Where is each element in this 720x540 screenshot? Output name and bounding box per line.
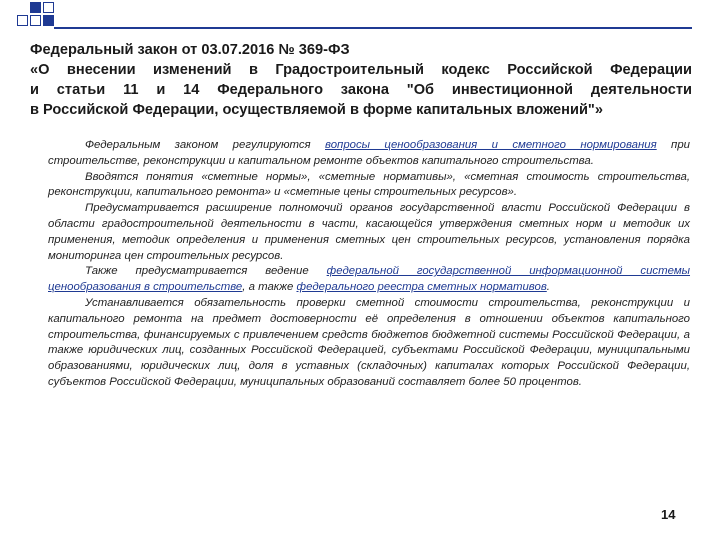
- link-info-system[interactable]: федеральной государственной информационной системы ценообразования в строительстве: [48, 265, 691, 294]
- paragraph-4: [48, 264, 690, 296]
- link-pricing-questions[interactable]: вопросы ценообразования и сметного нормирования: [325, 139, 657, 151]
- p4-text-mid: , а также: [242, 281, 297, 294]
- page-number: 14: [661, 507, 676, 522]
- link-registry[interactable]: федерального реестра сметных нормативов: [296, 281, 547, 294]
- p1-text-start: Федеральным законом регулируются: [85, 139, 326, 151]
- paragraph-5: Устанавливается обязательность проверки сметной стоимости строительства, реконструкции и капитального ремонта на предмет достоверности её определения в отношении объектов капитального строительства, финансируемых с привлечением средств бюджетов бюджетной системы Российской Федерации, а также юридических лиц, созданных Российской Федерацией, субъектами Российской Федерации, муниципальными образованиями, юридических лиц, доля в уставных (складочных) капиталах которых Российской Федерации, субъектов Российской Федерации, муниципальных образований составляет более 50 процентов.: [48, 296, 690, 388]
- heading-line-4: в Российской Федерации, осуществляемой в форме капитальных вложений"»: [30, 102, 603, 118]
- header-rule: [54, 27, 692, 29]
- p1-text-end: при строительстве, реконструкции и капитальном ремонте объектов капитального строительства.: [48, 139, 690, 167]
- heading-line-3: и статьи 11 и 14 Федерального закона "Об инвестиционной деятельности: [30, 82, 692, 98]
- paragraph-3: Предусматривается расширение полномочий органов государственной власти Российской Федерации в области градостроительной деятельности в части, касающейся утверждения сметных норм и методик их применения, методик определения и применения сметных цен строительных ресурсов, установления порядка мониторинга цен строительных ресурсов.: [48, 202, 690, 262]
- decorative-squares: [0, 0, 60, 40]
- paragraph-2: Вводятся понятия «сметные нормы», «сметные нормативы», «сметная стоимость строительства, реконструкции, капитального ремонта» и «сметные цены строительных ресурсов».: [48, 170, 690, 199]
- p4-text-start: Также предусматривается ведение: [85, 265, 327, 278]
- heading-line-1: Федеральный закон от 03.07.2016 № 369-ФЗ: [30, 42, 350, 58]
- heading-line-2: «О внесении изменений в Градостроительный кодекс Российской Федерации: [30, 62, 692, 78]
- slide-heading: [30, 40, 692, 120]
- p4-text-end: .: [546, 281, 550, 294]
- paragraph-1: [48, 138, 690, 170]
- body-text: [48, 138, 690, 391]
